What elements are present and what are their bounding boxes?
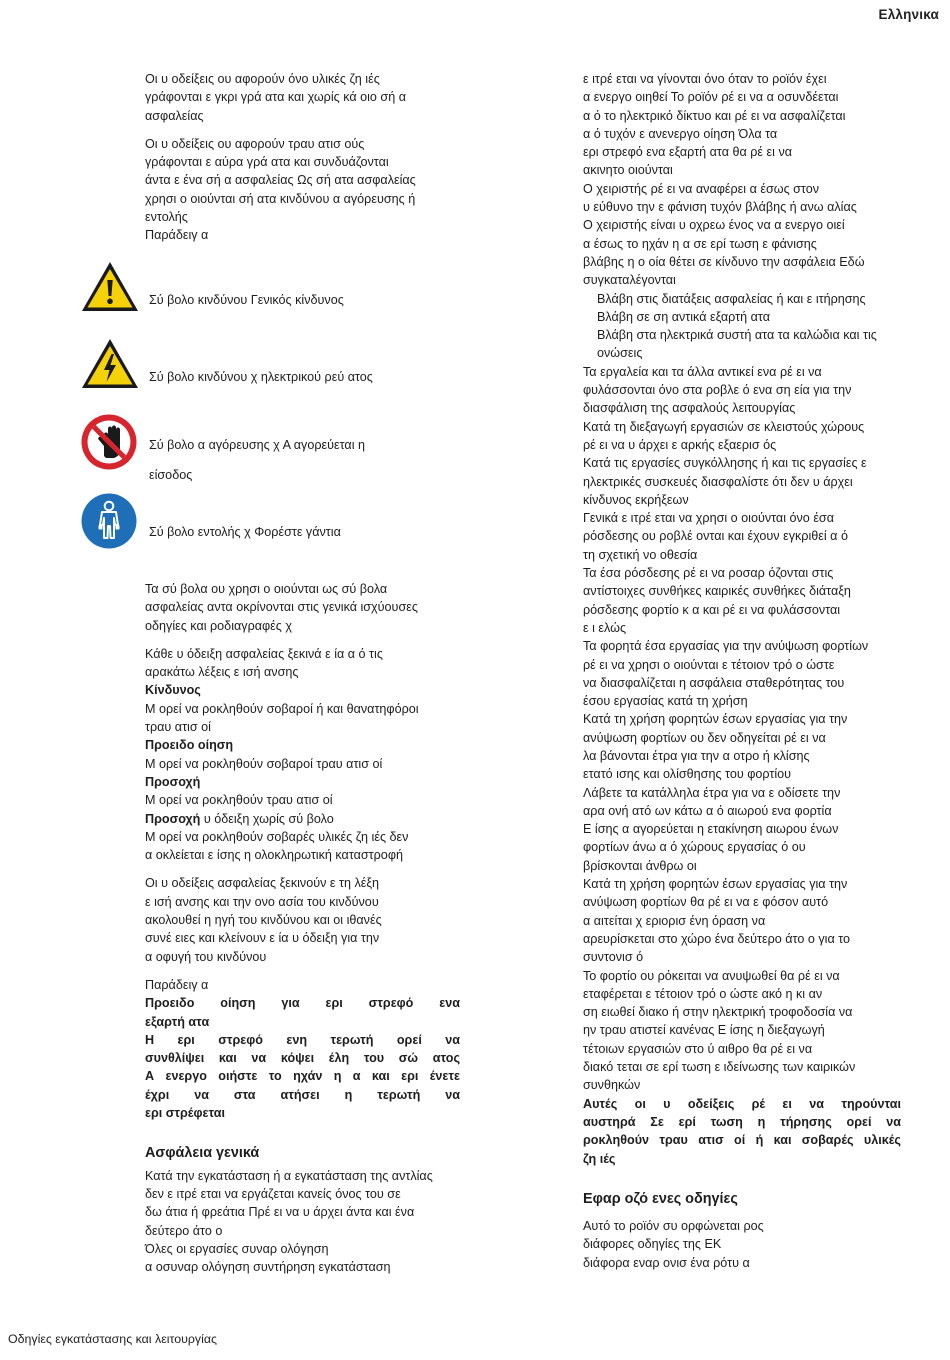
- section-heading-general-safety: Ασφάλεια γενικά: [145, 1145, 260, 1162]
- text-line: λα βάνονται έτρα για την α οτρο ή κλίσης: [583, 748, 810, 763]
- text-line: ακινητο οιούνται: [583, 163, 673, 178]
- text-line: γράφονται ε γκρι γρά ατα και χωρίς κά οιο σή α: [145, 90, 406, 105]
- text-line: αρα ονή ατό ων κάτω α ό αιωρού ενα φορτία: [583, 803, 832, 818]
- text-line: εντολής: [145, 210, 188, 225]
- text-line: φυλάσσονται όνο στα ροβλε ό ενα ση εία για την: [583, 383, 852, 398]
- symbol-no-entry: [80, 413, 500, 483]
- list-item: Βλάβη στις διατάξεις ασφαλείας ή και ε ιτήρησης: [597, 291, 866, 306]
- left-column-bottom: [145, 580, 480, 1276]
- text-line: Τα σύ βολα ου χρησι ο οιούνται ως σύ βολα: [145, 582, 388, 596]
- section-heading-directives: Εφαρ οζό ενες οδηγίες: [583, 1190, 738, 1207]
- text-line: Κατά τη χρήση φορητών έσων εργασίας για την: [583, 712, 848, 727]
- text-line: α ενεργο οιηθεί Το ροϊόν ρέ ει να α οσυνδέεται: [583, 90, 839, 105]
- text-line: ανύψωση φορτίων θα ρέ ει να ε φόσον αυτό: [583, 895, 829, 910]
- warning-line: Αυτές οι υ οδείξεις ρέ ει να τηρούνται: [583, 1096, 901, 1111]
- intro-material-damage: [145, 70, 480, 125]
- text-line: Οι υ οδείξεις ου αφορούν τραυ ατισ ούς: [145, 136, 365, 151]
- general-safety-continuation: [583, 70, 923, 290]
- text-line: ηλεκτρικές συσκευές διασφαλίστε ότι δεν υ άρχει: [583, 474, 853, 489]
- example-line: Α ενεργο οιήστε το ηχάν η α και ερι ένετε: [145, 1069, 460, 1084]
- text-line: ε ισή ανσης και την ονο ασία του κινδύνου: [145, 894, 379, 909]
- text-line: ην τραυ ατιστεί κανένας Ε ίσης η διεξαγωγή: [583, 1023, 825, 1038]
- text-line: δεν ε ιτρέ εται να εργάζεται κανείς όνος του σε: [145, 1186, 401, 1201]
- fault-list: [583, 290, 923, 363]
- signal-word: Κίνδυνος: [145, 683, 201, 698]
- text-line: α οκλείεται ε ίσης η ολοκληρωτική καταστροφή: [145, 848, 403, 863]
- text-line: Οι υ οδείξεις ασφαλείας ξεκινούν ε τη λέξη: [145, 876, 380, 891]
- text-line: κίνδυνος εκρήξεων: [583, 492, 689, 507]
- directives-text: [583, 1217, 923, 1272]
- list-item: ονώσεις: [597, 346, 643, 361]
- text-line: συνθηκών: [583, 1078, 641, 1093]
- text-line: ερι στρεφό ενα εξαρτή ατα θα ρέ ει να: [583, 145, 793, 160]
- text-line: Μ ορεί να ροκληθούν σοβαροί τραυ ατισ οί: [145, 756, 383, 771]
- signal-word-warning: [145, 736, 480, 773]
- text-line: Λάβετε τα κατάλληλα έτρα για να ε οδίσετε την: [583, 785, 841, 800]
- text-line: ανύψωση φορτίων ου δεν οδηγείται ρέ ει να: [583, 730, 826, 745]
- signal-word-danger: [145, 681, 480, 736]
- warning-line: ροκληθούν τραυ ατισ οί ή και σοβαρές υλικές: [583, 1133, 901, 1148]
- symbol-caption: Σύ βολο κινδύνου χ ηλεκτρικού ρεύ ατος: [149, 369, 373, 384]
- wear-gloves-icon: [80, 492, 138, 550]
- list-item: Βλάβη σε ση αντικά εξαρτή ατα: [597, 309, 770, 324]
- intro-personal-injury: [145, 135, 480, 245]
- text-line: αρακάτω λέξεις ε ισή ανσης: [145, 665, 299, 680]
- right-column: [583, 70, 923, 1272]
- general-safety-text: [145, 1167, 480, 1277]
- signal-word: Προσοχή: [145, 774, 201, 789]
- text-line: οδηγίες και ροδιαγραφές χ: [145, 618, 292, 633]
- example-line: Προειδο οίηση για ερι στρεφό ενα: [145, 996, 460, 1011]
- text-line: ε ιτρέ εται να γίνονται όνο όταν το ροϊόν έχει: [583, 72, 827, 86]
- text-line: ακολουθεί η ηγή του κινδύνου και οι ιθανές: [145, 913, 382, 928]
- text-line: συντονισ ό: [583, 950, 644, 965]
- text-line: ετατό ισης και ολίσθησης του φορτίου: [583, 767, 792, 782]
- symbol-caption: Σύ βολο εντολής χ Φορέστε γάντια: [149, 524, 341, 539]
- text-line: Τα εργαλεία και τα άλλα αντικεί ενα ρέ ει να: [583, 364, 822, 379]
- symbol-electric-shock: [80, 337, 500, 397]
- text-line: τραυ ατισ οί: [145, 720, 211, 735]
- text-line: υ εύθυνο την ε φάνιση τυχόν βλάβης ή ανω αλίας: [583, 200, 857, 215]
- text-line: Παράδειγ α: [145, 977, 209, 992]
- text-span: υ όδειξη χωρίς σύ βολο: [200, 811, 334, 826]
- text-line: Μ ορεί να ροκληθούν τραυ ατισ οί: [145, 793, 333, 808]
- page-language: Ελληνικα: [878, 7, 939, 22]
- text-line: Ο χειριστής είναι υ οχρεω ένος να α ενεργο οιεί: [583, 218, 845, 233]
- signal-words-intro: [145, 645, 480, 682]
- symbol-caption: Σύ βολο α αγόρευσης χ Α αγορεύεται η είσοδος: [149, 437, 366, 483]
- symbols-description: [145, 580, 480, 635]
- symbol-wear-gloves: [80, 492, 500, 552]
- signal-word-caution-no-symbol: [145, 810, 480, 865]
- text-line: α οφυγή του κινδύνου: [145, 949, 267, 964]
- text-line: δεύτερο άτο ο: [145, 1223, 223, 1238]
- electric-shock-icon: [80, 337, 140, 391]
- text-line: Κάθε υ όδειξη ασφαλείας ξεκινά ε ία α ό τις: [145, 646, 383, 661]
- text-line: να διασφαλίζεται η ασφάλεια σταθερότητας του: [583, 675, 845, 690]
- text-line: Τα φορητά έσα εργασίας για την ανύψωση φορτίων: [583, 639, 869, 654]
- text-line: Κατά τη διεξαγωγή εργασιών σε κλειστούς χώρους: [583, 419, 865, 434]
- text-line: βλάβης η ο οία θέτει σε κίνδυνο την ασφάλεια Εδώ: [583, 254, 865, 269]
- signal-word: Προειδο οίηση: [145, 738, 234, 753]
- text-line: εταφέρεται ε τέτοιον τρό ο ώστε ακό η κι αν: [583, 986, 823, 1001]
- text-line: Γενικά ε ιτρέ εται να χρησι ο οιούνται όνο έσα: [583, 511, 834, 526]
- text-line: Αυτό το ροϊόν συ ορφώνεται ρος: [583, 1219, 764, 1234]
- text-line: δω άτια ή φρεάτια Πρέ ει να υ άρχει άντα και ένα: [145, 1205, 415, 1220]
- example-line: εξαρτή ατα: [145, 1014, 210, 1029]
- text-line: φορτίων άνω α ό χώρους εργασίας ό ου: [583, 840, 806, 855]
- text-line: Όλες οι εργασίες συναρ ολόγηση: [145, 1241, 329, 1256]
- text-line: Μ ορεί να ροκληθούν σοβαροί ή και θανατηφόροι: [145, 701, 419, 716]
- text-line: ρέ ει να χρησι ο οιούνται ε τέτοιον τρό ο ώστε: [583, 657, 835, 672]
- text-line: διασφάλιση της ασφαλούς λειτουργίας: [583, 401, 796, 416]
- symbol-general-danger: [80, 260, 500, 320]
- example-line: έχρι να στα ατήσει η τερωτή να: [145, 1087, 460, 1102]
- notice-example: [145, 976, 460, 1122]
- notice-structure: [145, 874, 480, 965]
- text-line: τη σχετική νο οθεσία: [583, 547, 698, 562]
- text-line: βρίσκονται άνθρω οι: [583, 858, 697, 873]
- list-item: Βλάβη στα ηλεκτρικά συστή ατα τα καλώδια και τις: [597, 328, 877, 343]
- text-line: διάφορες οδηγίες της ΕΚ: [583, 1237, 722, 1252]
- signal-word: Προσοχή: [145, 811, 201, 826]
- page-footer: Οδηγίες εγκατάστασης και λειτουργίας: [8, 1332, 217, 1346]
- general-danger-icon: [80, 260, 140, 314]
- text-line: αρευρίσκεται στο χώρο ένα δεύτερο άτο ο για το: [583, 931, 851, 946]
- text-line: ρόσδεσης ου ροβλέ ονται και έχουν εγκριθεί α ό: [583, 529, 848, 544]
- safety-rules: [583, 363, 923, 1095]
- text-line: Κατά την εγκατάσταση ή α εγκατάσταση της αντλίας: [145, 1168, 433, 1183]
- text-line: α έσως το ηχάν η α σε ερί τωση ε φάνισης: [583, 236, 817, 251]
- text-line: Κατά τις εργασίες συγκόλλησης ή και τις εργασίες ε: [583, 456, 867, 471]
- text-line: γράφονται ε αύρα γρά ατα και συνδυάζονται: [145, 155, 389, 170]
- text-line: έσου εργασίας κατά τη χρήση: [583, 694, 748, 709]
- text-line: συγκαταλέγονται: [583, 273, 676, 288]
- text-line: ρόσδεσης φορτίο κ α και ρέ ει να φυλάσσονται: [583, 602, 841, 617]
- text-line: χρησι ο οιούνται σή ατα κινδύνου α αγόρευσης ή: [145, 191, 416, 206]
- text-line: συνέ ειες και κλείνουν ε ία υ όδειξη για την: [145, 931, 380, 946]
- text-line: διάφορα εναρ ονισ ένα ρότυ α: [583, 1255, 750, 1270]
- text-line: Τα έσα ρόσδεσης ρέ ει να ροσαρ όζονται στις: [583, 566, 834, 581]
- text-line: τέτοιων εργασιών στο ύ αιθρο θα ρέ ει να: [583, 1041, 813, 1056]
- text-line: α οσυναρ ολόγηση συντήρηση εγκατάσταση: [145, 1260, 391, 1275]
- text-line: α ό τυχόν ε ανενεργο οίηση Όλα τα: [583, 126, 778, 141]
- text-line: α αιτείται χ εριορισ ένη όραση να: [583, 913, 766, 928]
- example-line: ερι στρέφεται: [145, 1106, 225, 1121]
- no-entry-icon: [80, 413, 138, 471]
- text-line: ασφαλείας αντα οκρίνονται στις γενικά ισχύουσες: [145, 600, 418, 615]
- compliance-warning: [583, 1095, 901, 1168]
- text-line: Μ ορεί να ροκληθούν σοβαρές υλικές ζη ιές δεν: [145, 829, 409, 844]
- symbol-caption: Σύ βολο κινδύνου Γενικός κίνδυνος: [149, 292, 344, 307]
- example-line: Η ερι στρεφό ενη τερωτή ορεί να: [145, 1032, 460, 1047]
- text-line: ρέ ει να υ άρχει ε αρκής εξαερισ ός: [583, 437, 777, 452]
- text-line: Ε ίσης α αγορεύεται η ετακίνηση αιωρου ένων: [583, 822, 839, 837]
- text-line: Οι υ οδείξεις ου αφορούν όνο υλικές ζη ιές: [145, 72, 380, 86]
- warning-line: αυστηρά Σε ερί τωση η τήρησης ορεί να: [583, 1114, 901, 1129]
- text-line: Κατά τη χρήση φορητών έσων εργασίας για την: [583, 877, 848, 892]
- warning-line: ζη ιές: [583, 1151, 616, 1166]
- example-line: συνθλίψει και να κόψει έλη του σώ ατος: [145, 1051, 460, 1066]
- text-line: α ό το ηλεκτρικό δίκτυο και ρέ ει να ασφαλίζεται: [583, 108, 846, 123]
- text-line: ασφαλείας: [145, 108, 204, 123]
- text-line: Ο χειριστής ρέ ει να αναφέρει α έσως στον: [583, 181, 820, 196]
- text-line: Παράδειγ α: [145, 228, 209, 243]
- text-line: ε ι ελώς: [583, 620, 627, 635]
- text-line: ση ειωθεί διακο ή στην ηλεκτρική τροφοδοσία να: [583, 1005, 853, 1020]
- signal-word-caution: [145, 773, 480, 810]
- text-line: άντα ε ένα σή α ασφαλείας Ως σή ατα ασφαλείας: [145, 173, 416, 188]
- left-column-top: [145, 70, 480, 245]
- text-line: Το φορτίο ου ρόκειται να ανυψωθεί θα ρέ ει να: [583, 968, 840, 983]
- text-line: αντίστοιχες συνθήκες καιρικές συνθήκες διάταξη: [583, 584, 851, 599]
- text-line: διακό τεται σε ερί τωση ε ιδείνωσης των καιρικών: [583, 1060, 856, 1075]
